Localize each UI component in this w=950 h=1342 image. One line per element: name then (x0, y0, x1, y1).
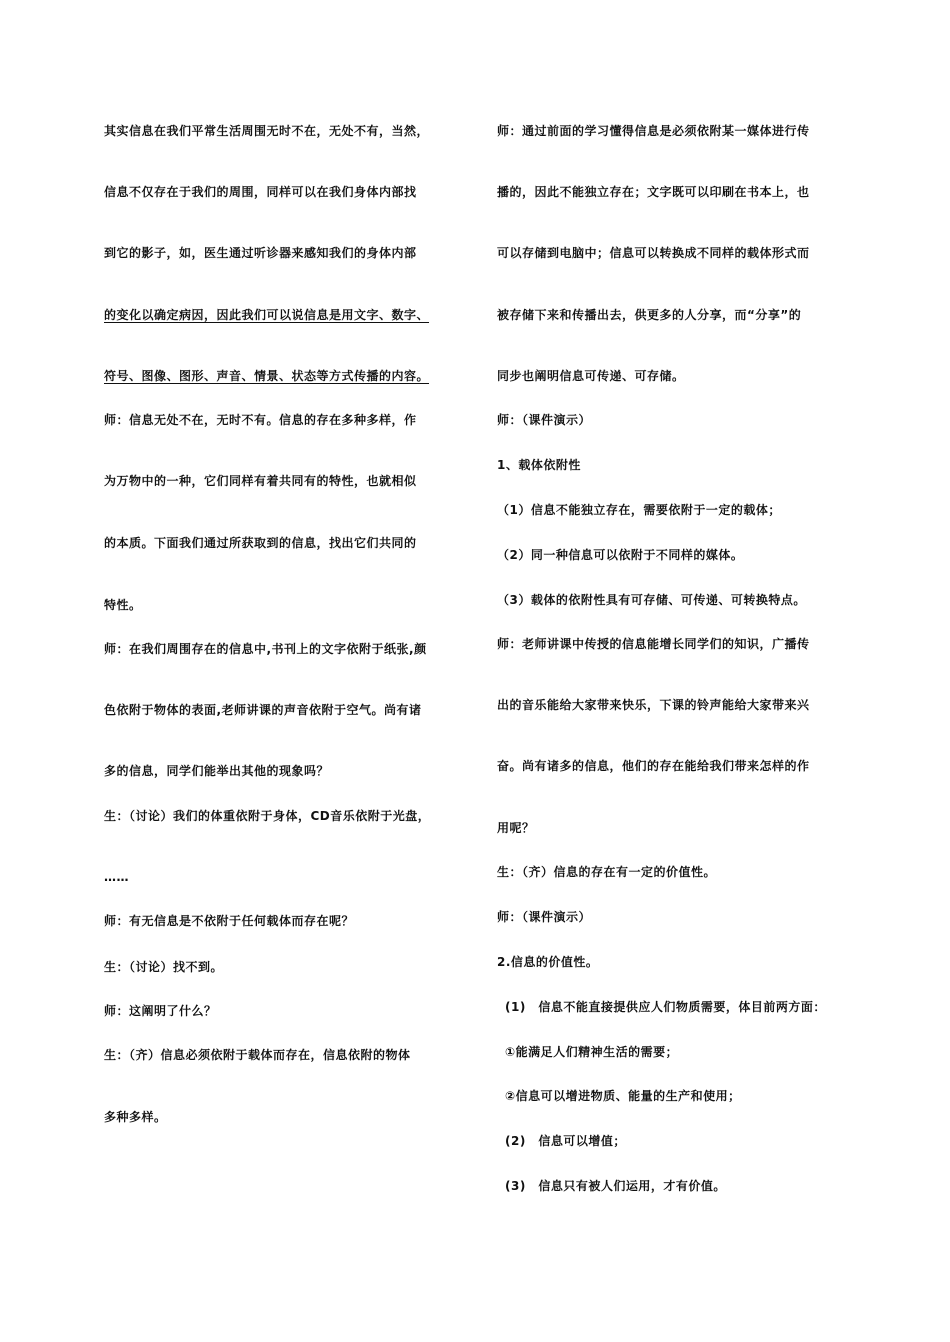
left-line-2: 信息不仅存在于我们的周围，同样可以在我们身体内部找 (104, 185, 417, 199)
left-line-11: 色依附于物体的表面,老师讲课的声音依附于空气。尚有诸 (104, 703, 422, 717)
right-line-4: 被存储下来和传播出去，供更多的人分享，而“分享”的 (497, 308, 802, 322)
left-line-18: 生：（齐）信息必须依附于载体而存在，信息依附的物体 (104, 1048, 411, 1062)
left-line-13: 生：（讨论）我们的体重依附于身体，CD音乐依附于光盘， (104, 809, 431, 823)
left-line-10: 师：在我们周围存在的信息中,书刊上的文字依附于纸张,颜 (104, 642, 427, 656)
left-line-19: 多种多样。 (104, 1110, 167, 1124)
left-line-1: 其实信息在我们平常生活周围无时不在，无处不有，当然， (104, 124, 430, 138)
right-line-22: (3) 信息只有被人们运用，才有价值。 (505, 1179, 726, 1193)
right-line-13: 奋。尚有诸多的信息，他们的存在能给我们带来怎样的作 (497, 759, 810, 773)
left-line-16: 生：（讨论）找不到。 (104, 960, 224, 974)
right-line-18: (1) 信息不能直接提供应人们物质需要，体目前两方面： (505, 1000, 826, 1014)
right-line-21: (2) 信息可以增值； (505, 1134, 626, 1148)
left-line-5-definition: 符号、图像、图形、声音、情景、状态等方式传播的内容。 (104, 369, 430, 383)
right-heading-value: 2.信息的价值性。 (497, 955, 599, 969)
left-line-3: 到它的影子，如，医生通过听诊器来感知我们的身体内部 (104, 246, 417, 260)
left-line-8: 的本质。下面我们通过所获取到的信息，找出它们共同的 (104, 536, 417, 550)
right-line-12: 出的音乐能给大家带来快乐，下课的铃声能给大家带来兴 (497, 698, 810, 712)
right-line-15: 生：（齐）信息的存在有一定的价值性。 (497, 865, 717, 879)
left-line-9: 特性。 (104, 598, 142, 612)
left-line-6: 师：信息无处不在，无时不有。信息的存在多种多样，作 (104, 413, 417, 427)
right-line-3: 可以存储到电脑中；信息可以转换成不同样的载体形式而 (497, 246, 810, 260)
right-line-1: 师：通过前面的学习懂得信息是必须依附某一媒体进行传 (497, 124, 810, 138)
right-line-6: 师：（课件演示） (497, 413, 592, 427)
right-line-19: ①能满足人们精神生活的需要； (505, 1045, 679, 1059)
left-line-7: 为万物中的一种，它们同样有着共同有的特性，也就相似 (104, 474, 417, 488)
right-line-10: （3）载体的依附性具有可存储、可传递、可转换特点。 (497, 593, 806, 607)
right-line-16: 师：（课件演示） (497, 910, 592, 924)
right-heading-carrier-dependence: 1、载体依附性 (497, 458, 581, 472)
right-line-5: 同步也阐明信息可传递、可存储。 (497, 369, 685, 383)
right-line-11: 师：老师讲课中传授的信息能增长同学们的知识，广播传 (497, 637, 810, 651)
right-line-20: ②信息可以增进物质、能量的生产和使用； (505, 1089, 741, 1103)
left-line-14-ellipsis: …… (104, 870, 129, 884)
left-line-15: 师：有无信息是不依附于任何载体而存在呢？ (104, 914, 355, 928)
right-line-9: （2）同一种信息可以依附于不同样的媒体。 (497, 548, 744, 562)
left-line-12: 多的信息，同学们能举出其他的现象吗？ (104, 764, 330, 778)
right-line-2: 播的，因此不能独立存在；文字既可以印刷在书本上，也 (497, 185, 810, 199)
left-line-17: 师：这阐明了什么？ (104, 1004, 217, 1018)
right-line-14: 用呢？ (497, 821, 535, 835)
right-line-8: （1）信息不能独立存在，需要依附于一定的载体； (497, 503, 781, 517)
left-line-4-definition: 的变化以确定病因，因此我们可以说信息是用文字、数字、 (104, 308, 430, 322)
